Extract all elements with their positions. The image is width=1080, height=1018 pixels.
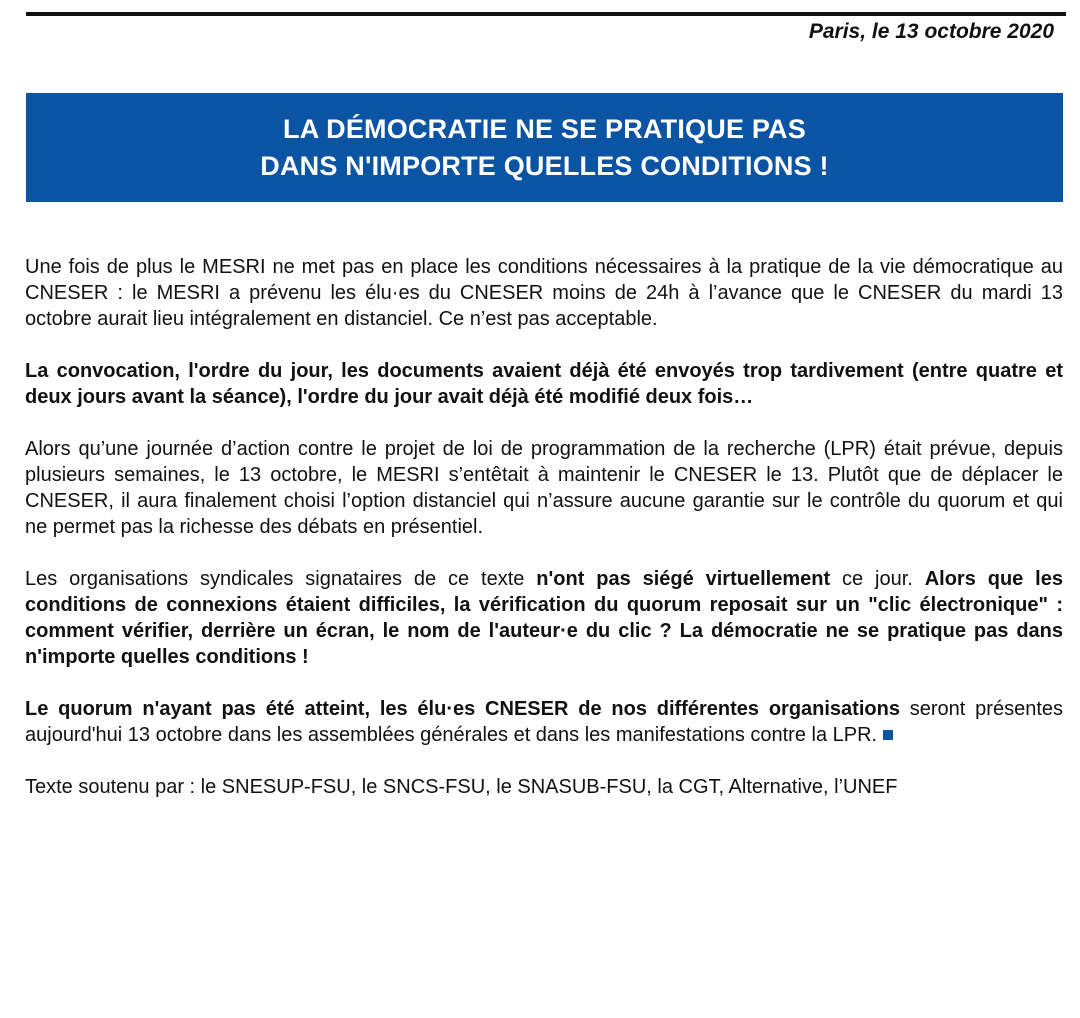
paragraph-lpr: Alors qu’une journée d’action contre le projet de loi de programmation de la recherche (LPR) était prévue, depuis plusieurs semaines, le 13 octobre, le MESRI s’entêtait à maintenir le CNESER le 13. Plutôt que de déplacer le CNESER, il aura finalement choisi l’option distanciel qui n’assure aucune garantie sur le contrôle du quorum et qui ne permet pas la richesse des débats en présentiel. bbox=[25, 438, 1063, 538]
paragraph-convocation-text: La convocation, l'ordre du jour, les documents avaient déjà été envoyés trop tardivement (entre quatre et deux jours avant la séance), l'ordre du jour avait déjà été modifié deux fois… bbox=[25, 360, 1063, 408]
quorum-text-b: seront présentes aujourd'hui 13 octobre dans les assemblées générales et dans les manifestations contre la LPR. bbox=[25, 698, 1064, 746]
paragraph-quorum bbox=[25, 696, 1063, 748]
quorum-text-a: Le quorum n'ayant pas été atteint, les élu·es CNESER de nos différentes organisations bbox=[25, 698, 900, 720]
organisations-text-a: Les organisations syndicales signataires de ce texte bbox=[25, 568, 537, 590]
paragraph-intro: Une fois de plus le MESRI ne met pas en place les conditions nécessaires à la pratique de la vie démocratique au CNESER : le MESRI a prévenu les élu·es du CNESER moins de 24h à l’avance que le CNESER du mardi 13 octobre aurait lieu intégralement en distanciel. Ce n’est pas acceptable. bbox=[25, 256, 1063, 330]
title-line-1: LA DÉMOCRATIE NE SE PRATIQUE PAS bbox=[283, 113, 806, 144]
top-rule bbox=[26, 12, 1066, 16]
date-line: Paris, le 13 octobre 2020 bbox=[808, 20, 1054, 43]
article-body bbox=[25, 254, 1063, 826]
title-banner bbox=[26, 93, 1063, 202]
end-square-icon bbox=[883, 730, 893, 740]
paragraph-convocation bbox=[25, 358, 1063, 410]
paragraph-organisations bbox=[25, 566, 1063, 670]
organisations-text-b: n'ont pas siégé virtuellement bbox=[536, 568, 831, 590]
organisations-text-d: Alors que les conditions de connexions étaient difficiles, la vérification du quorum reposait sur un "clic électronique" : comment vérifier, derrière un écran, le nom de l'auteur·e du clic ? La démocratie ne se pratique pas dans n'importe quelles conditions ! bbox=[25, 568, 1063, 668]
title-line-2: DANS N'IMPORTE QUELLES CONDITIONS ! bbox=[260, 150, 829, 181]
organisations-text-c: ce jour. bbox=[830, 568, 925, 590]
paragraph-signatories: Texte soutenu par : le SNESUP-FSU, le SNCS-FSU, le SNASUB-FSU, la CGT, Alternative, l’UNEF bbox=[25, 776, 898, 798]
